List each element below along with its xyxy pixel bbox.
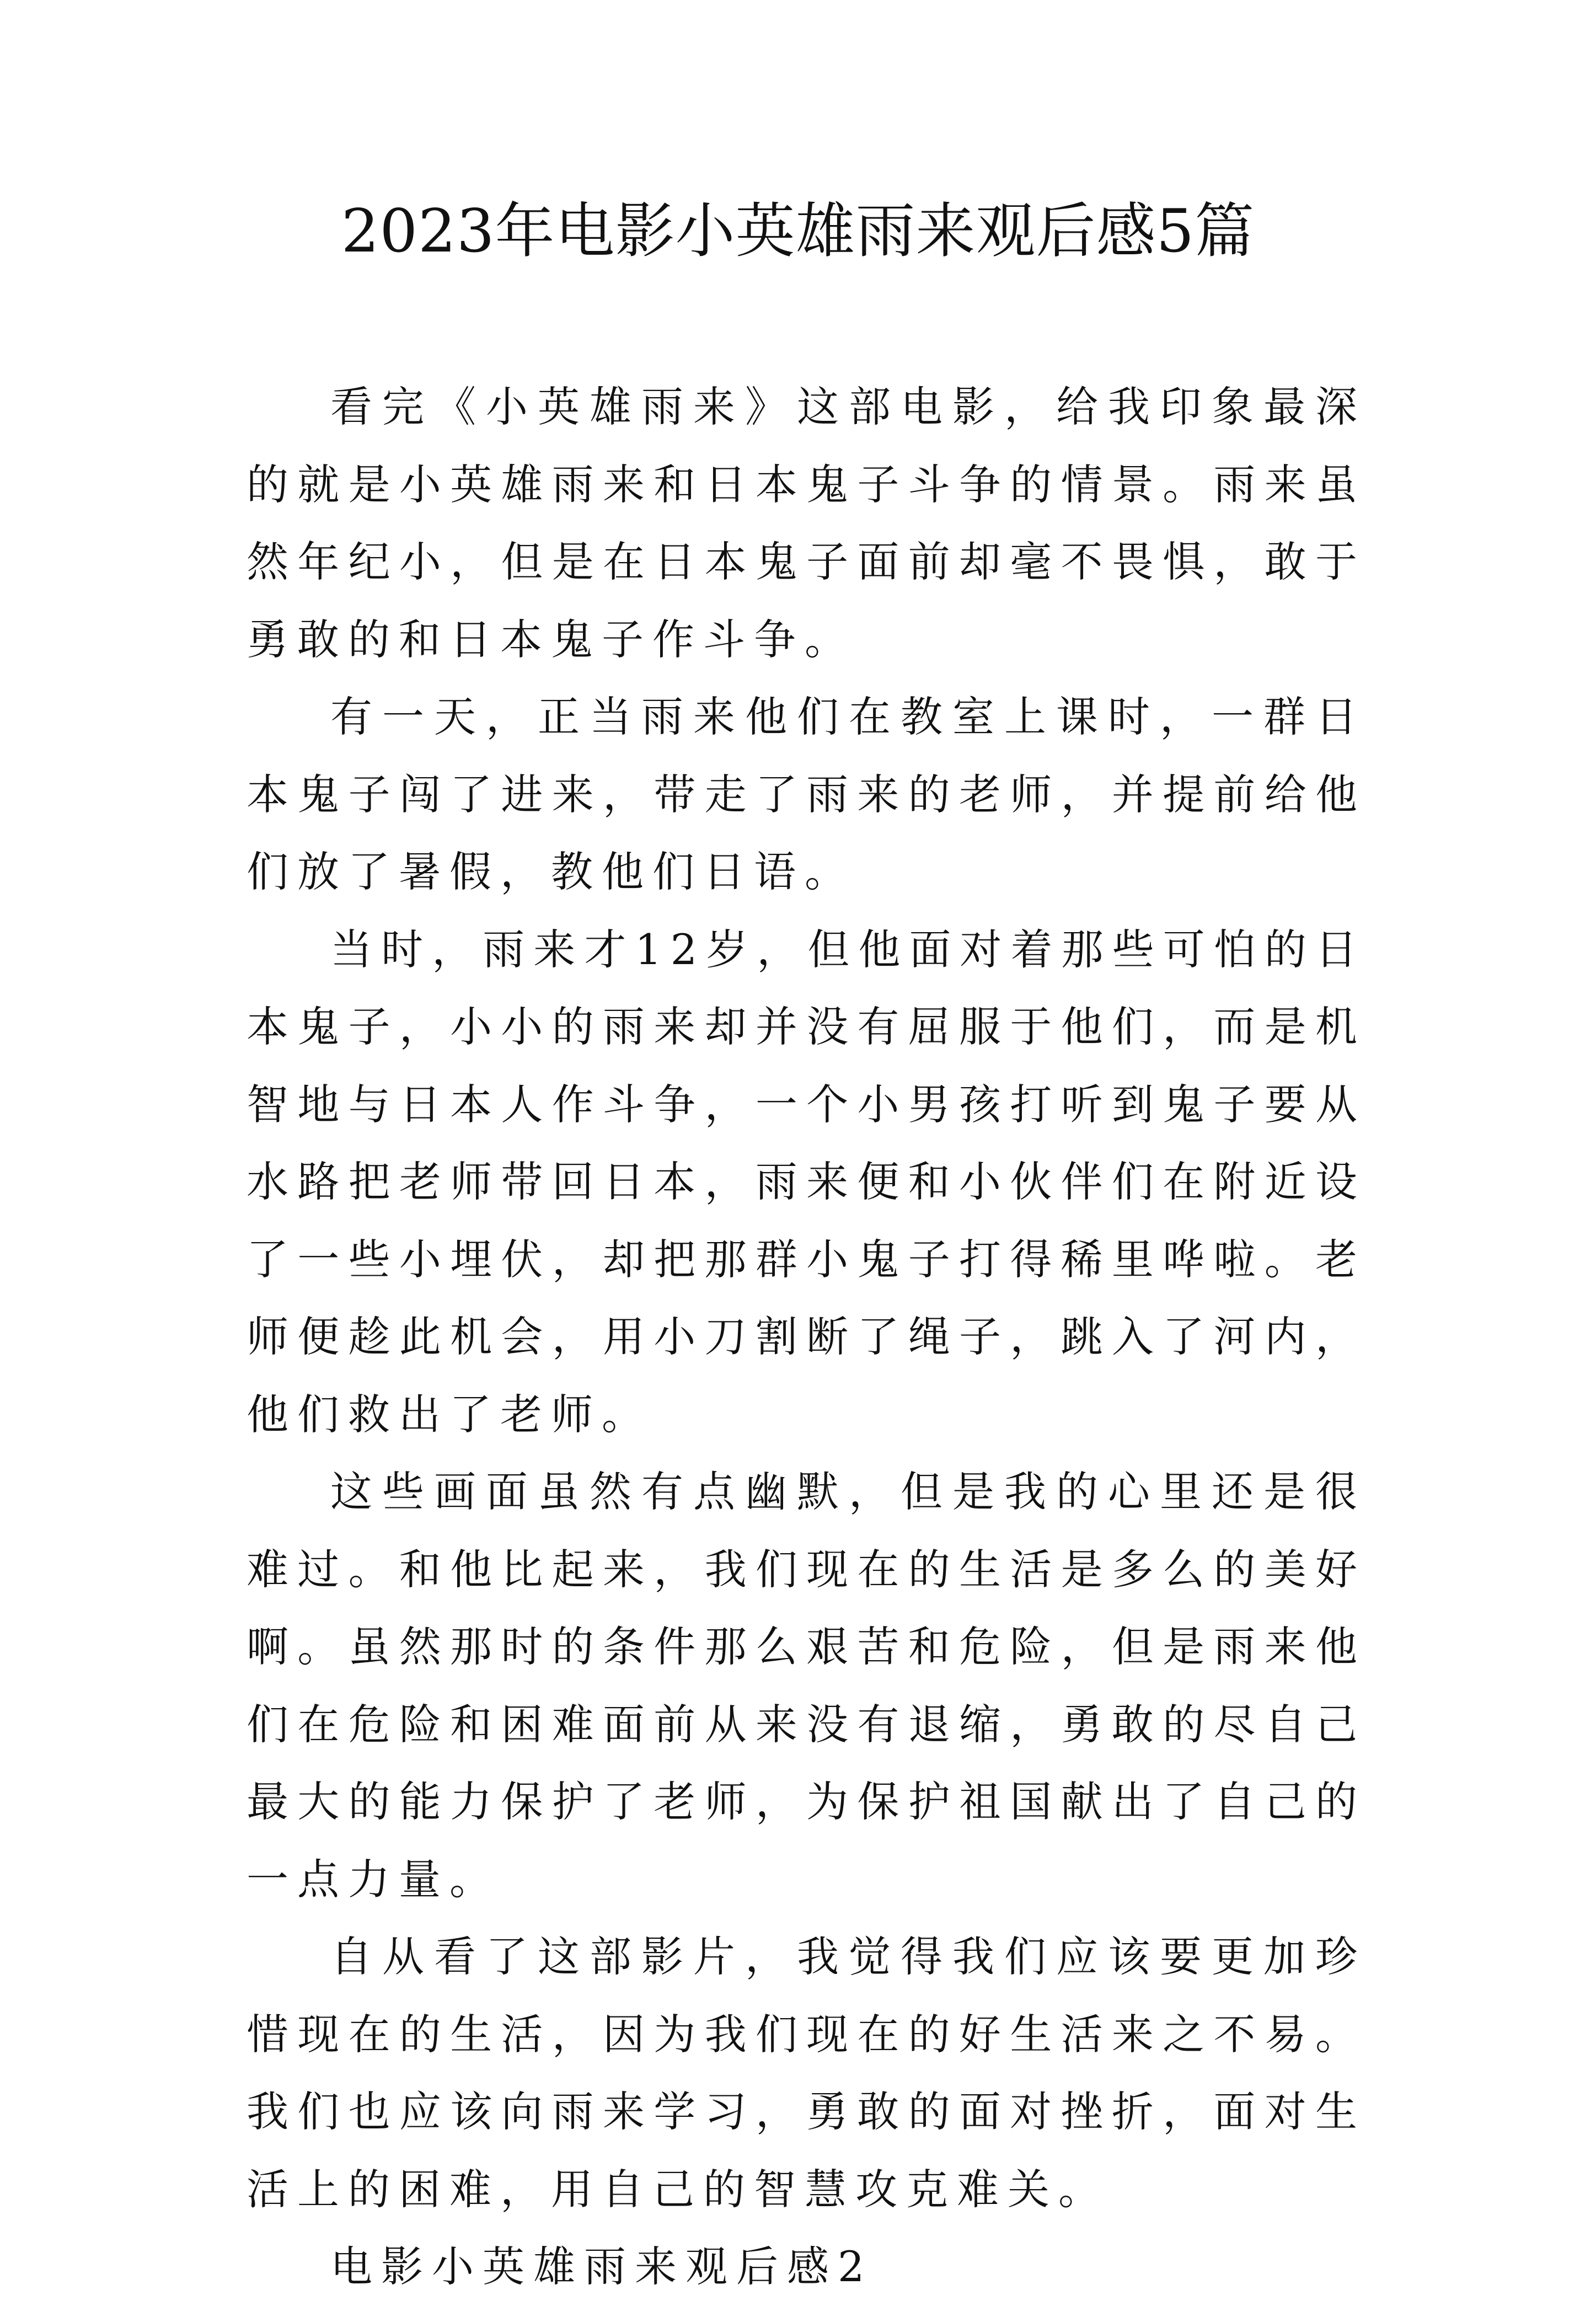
- paragraph: 当时，雨来才12岁，但他面对着那些可怕的日本鬼子，小小的雨来却并没有屈服于他们，而是机智地与日本人作斗争，一个小男孩打听到鬼子要从水路把老师带回日本，雨来便和小伙伴们在附近设了一些小埋伏，却把那群小鬼子打得稀里哗啦。老师便趁此机会，用小刀割断了绳子，跳入了河内，他们救出了老师。: [247, 924, 1366, 1439]
- paragraph: 看完《小英雄雨来》这部电影，给我印象最深的就是小英雄雨来和日本鬼子斗争的情景。雨来虽然年纪小，但是在日本鬼子面前却毫不畏惧，敢于勇敢的和日本鬼子作斗争。: [247, 382, 1366, 664]
- document-body: [247, 368, 1366, 2306]
- paragraph: 这些画面虽然有点幽默，但是我的心里还是很难过。和他比起来，我们现在的生活是多么的美好啊。虽然那时的条件那么艰苦和危险，但是雨来他们在危险和困难面前从来没有退缩，勇敢的尽自己最大的能力保护了老师，为保护祖国献出了自己的一点力量。: [247, 1467, 1366, 1904]
- document-title: 2023年电影小英雄雨来观后感5篇: [341, 197, 1255, 266]
- section-heading: 电影小英雄雨来观后感2: [330, 2242, 874, 2291]
- paragraph: 自从看了这部影片，我觉得我们应该要更加珍惜现在的生活，因为我们现在的好生活来之不易。我们也应该向雨来学习，勇敢的面对挫折，面对生活上的困难，用自己的智慧攻克难关。: [247, 1932, 1366, 2214]
- paragraph: 有一天，正当雨来他们在教室上课时，一群日本鬼子闯了进来，带走了雨来的老师，并提前给他们放了暑假，教他们日语。: [247, 692, 1366, 896]
